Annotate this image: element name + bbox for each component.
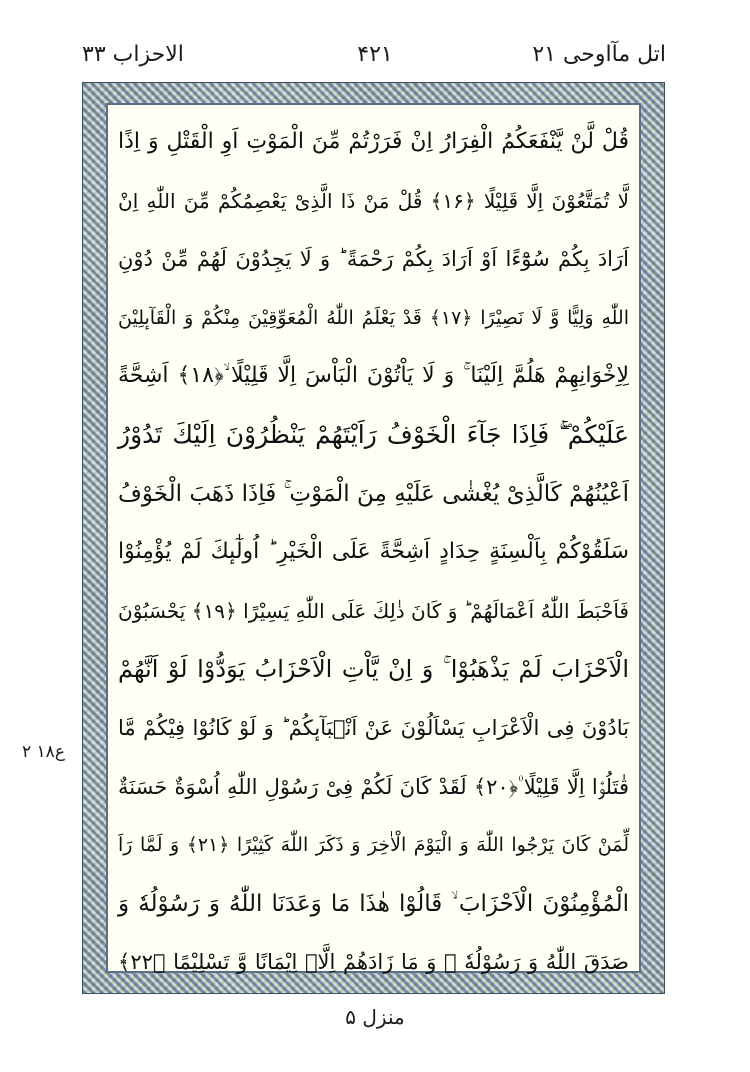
page-header: [0, 42, 750, 78]
text-line: اللّٰهِ وَلِیًّا وَّ لَا نَصِیْرًا ﴿۱۷﴾ قَدْ یَعْلَمُ اللّٰهُ الْمُعَوِّقِیْنَ مِنْكُمْ وَ الْقَآىٕلِیْنَ: [118, 306, 629, 329]
surah-name: الاحزاب ۳۳: [82, 42, 184, 67]
manzil-footer: منزل ۵: [345, 1005, 405, 1029]
text-line: الْاَحْزَابَ لَمْ یَذْهَبُوْا ۚ وَ اِنْ یَّاْتِ الْاَحْزَابُ یَوَدُّوْا لَوْ اَنَّهُمْ: [118, 655, 629, 684]
text-line: اَرَادَ بِكُمْ سُوْٓءًا اَوْ اَرَادَ بِكُمْ رَحْمَةً ؕ وَ لَا یَجِدُوْنَ لَهُمْ مِّنْ دُوْنِ: [118, 247, 629, 272]
text-line: سَلَقُوْكُمْ بِاَلْسِنَةٍ حِدَادٍ اَشِحَّةً عَلَى الْخَیْرِ ؕ اُولٰٓىٕكَ لَمْ یُؤْمِنُوْا: [118, 539, 629, 565]
text-line: لَّا تُمَتَّعُوْنَ اِلَّا قَلِیْلًا ﴿۱۶﴾ قُلْ مَنْ ذَا الَّذِیْ یَعْصِمُكُمْ مِّنَ اللّٰهِ اِنْ: [118, 188, 629, 213]
text-panel: [106, 103, 641, 973]
text-line: فَاَحْبَطَ اللّٰهُ اَعْمَالَهُمْ ؕ وَ كَانَ ذٰلِكَ عَلَى اللّٰهِ یَسِیْرًا ﴿۱۹﴾ یَحْسَبُوْنَ: [118, 598, 629, 623]
page-number: ۴۲۱: [357, 42, 393, 67]
text-line: لِّمَنْ كَانَ یَرْجُوا اللّٰهَ وَ الْیَوْمَ الْاٰخِرَ وَ ذَكَرَ اللّٰهَ كَثِیْرًا ﴿۲۱﴾ وَ لَمَّا رَاَ: [118, 834, 629, 857]
verse-text-area: [118, 113, 629, 975]
text-line: بَادُوْنَ فِی الْاَعْرَابِ یَسْاَلُوْنَ عَنْ اَنْۢبَآىٕكُمْ ؕ وَ لَوْ كَانُوْا فِیْكُمْ مَّا: [118, 715, 629, 740]
text-line: قٰتَلُوْۤا اِلَّا قَلِیْلًا ۠﴿۲۰﴾ لَقَدْ كَانَ لَكُمْ فِیْ رَسُوْلِ اللّٰهِ اُسْوَةٌ حَسَنَةٌ: [118, 774, 629, 799]
text-line: اَعْیُنُهُمْ كَالَّذِیْ یُغْشٰى عَلَیْهِ مِنَ الْمَوْتِ ۚ فَاِذَا ذَهَبَ الْخَوْفُ: [118, 480, 629, 507]
text-line: قُلْ لَّنْ یَّنْفَعَكُمُ الْفِرَارُ اِنْ فَرَرْتُمْ مِّنَ الْمَوْتِ اَوِ الْقَتْلِ وَ اِذًا: [118, 129, 629, 154]
text-line: الْمُؤْمِنُوْنَ الْاَحْزَابَ ۙ قَالُوْا هٰذَا مَا وَعَدَنَا اللّٰهُ وَ رَسُوْلُهٗ وَ: [118, 890, 629, 917]
text-line: صَدَقَ اللّٰهُ وَ رَسُوْلُهٗ ؗ وَ مَا زَادَهُمْ اِلَّاۤ اِیْمَانًا وَّ تَسْلِیْمًا ﴿۲۲﴾: [118, 950, 629, 975]
text-line: عَلَیْكُمْ ۖۚ فَاِذَا جَآءَ الْخَوْفُ رَاَیْتَهُمْ یَنْظُرُوْنَ اِلَیْكَ تَدُوْرُ: [118, 419, 629, 449]
ruku-marker: ع۱۸ ۲: [22, 742, 65, 762]
decorative-border: [82, 82, 665, 994]
para-name: اتل مآاوحی ۲۱: [532, 42, 666, 67]
text-line: لِاِخْوَانِهِمْ هَلُمَّ اِلَیْنَا ۚ وَ لَا یَاْتُوْنَ الْبَاْسَ اِلَّا قَلِیْلًا ۙ﴿۱۸﴾ اَشِحَّةً: [118, 363, 629, 389]
